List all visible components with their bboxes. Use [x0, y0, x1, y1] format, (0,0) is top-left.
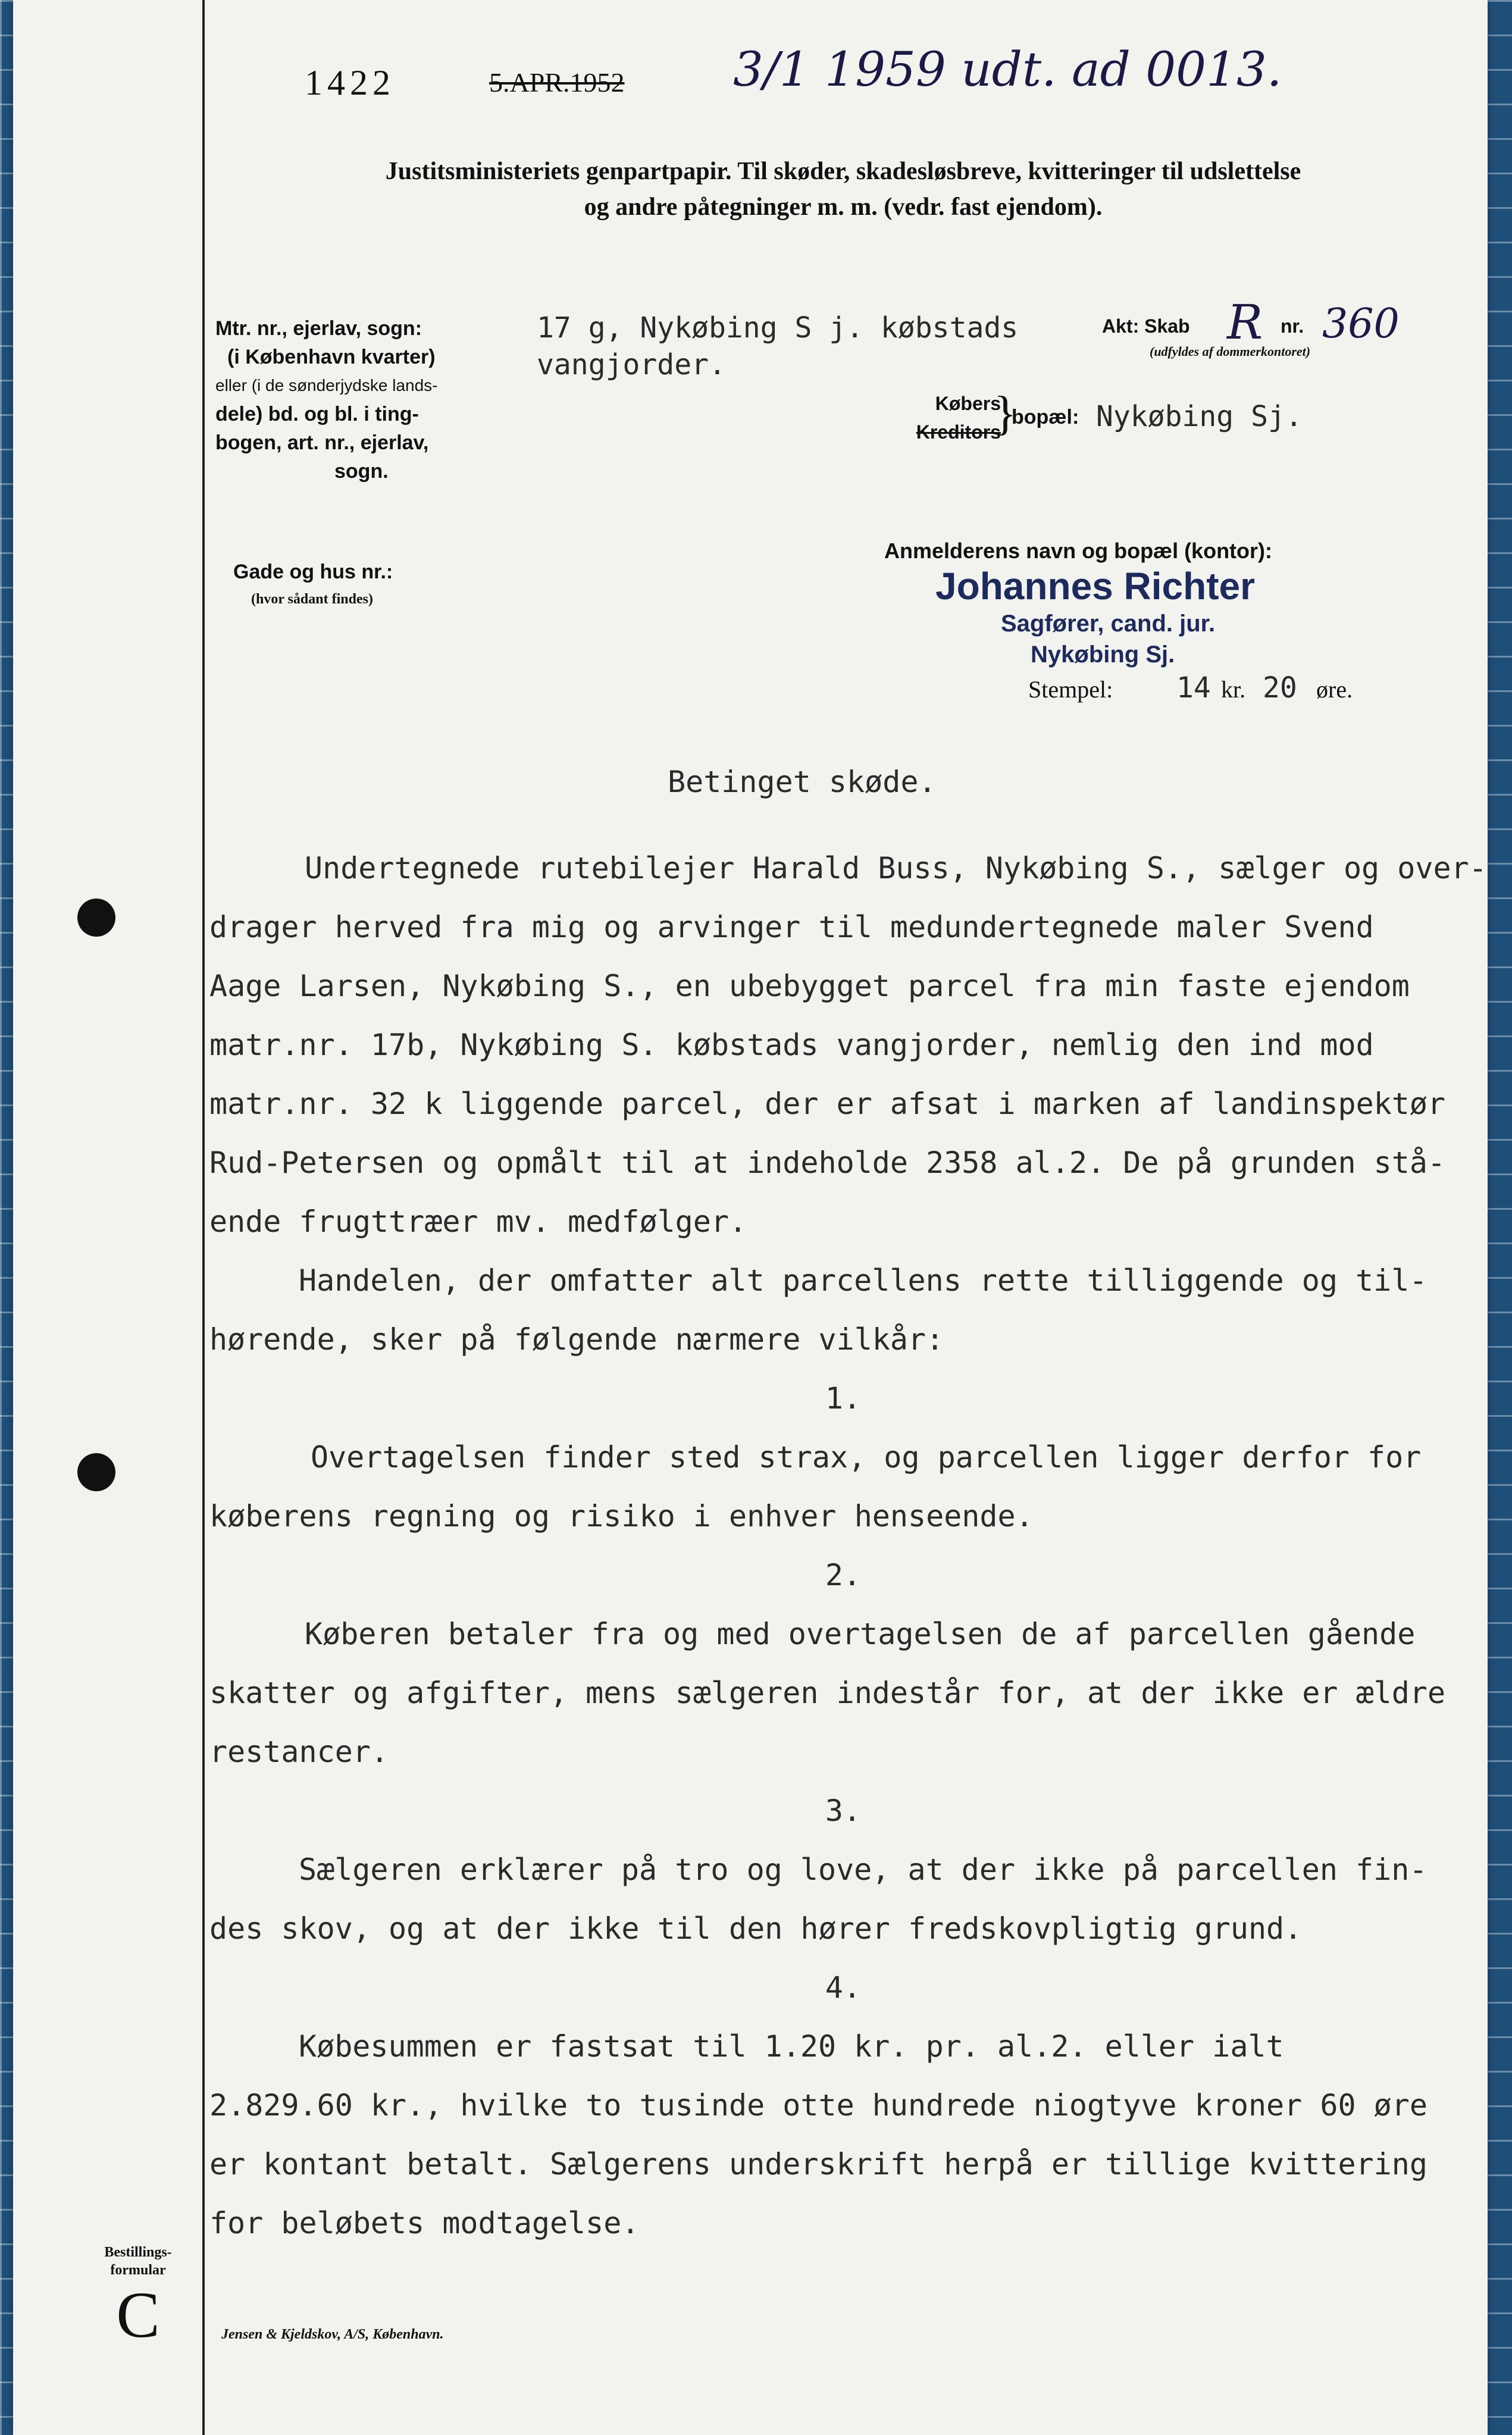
- body-line: Købesummen er fastsat til 1.20 kr. pr. al.2. eller ialt: [299, 2029, 1284, 2064]
- mtr-value-line: vangjorder.: [537, 348, 726, 381]
- formular-line: formular: [110, 2262, 166, 2278]
- clause-number: 2.: [825, 1558, 862, 1592]
- bestillings-label: [84, 2243, 192, 2279]
- akt-nr-label: nr.: [1281, 315, 1304, 337]
- bopael-value: Nykøbing Sj.: [1096, 400, 1303, 433]
- lawyer-stamp-place: Nykøbing Sj.: [1031, 641, 1175, 668]
- mtr-value: [537, 309, 1018, 383]
- body-line: for beløbets modtagelse.: [209, 2206, 640, 2240]
- archive-number: 1422: [305, 63, 395, 102]
- body-line: des skov, og at der ikke til den hører fredskovpligtig grund.: [209, 1911, 1303, 1946]
- form-title: [209, 154, 1477, 225]
- body-line: matr.nr. 32 k liggende parcel, der er afsat i marken af landinspektør: [209, 1087, 1446, 1121]
- form-letter: C: [116, 2278, 160, 2351]
- body-line: Køberen betaler fra og med overtagelsen de af parcellen gående: [305, 1617, 1416, 1651]
- mtr-label-line: Mtr. nr., ejerlav, sogn:: [215, 317, 422, 340]
- akt-nr-value: 360: [1322, 301, 1400, 348]
- body-line: restancer.: [209, 1735, 389, 1769]
- body-line: 2.829.60 kr., hvilke to tusinde otte hundrede niogtyve kroner 60 øre: [209, 2088, 1428, 2123]
- document-page: [13, 0, 1488, 2435]
- body-line: er kontant betalt. Sælgerens underskrift herpå er tillige kvittering: [209, 2147, 1428, 2182]
- body-line: Sælgeren erklærer på tro og love, at der ikke på parcellen fin-: [299, 1852, 1428, 1887]
- stempel-ore-value: 20: [1263, 671, 1297, 705]
- handwritten-note: 3/1 1959 udt. ad 0013.: [733, 42, 1282, 97]
- lawyer-stamp-title: Sagfører, cand. jur.: [1001, 611, 1216, 637]
- mtr-label: [215, 314, 525, 486]
- kr-label: kr.: [1221, 676, 1246, 703]
- akt-skab-value: R: [1227, 295, 1263, 350]
- kobers-label: Købers: [935, 393, 1001, 414]
- clause-number: 4.: [825, 1970, 862, 2005]
- body-line: skatter og afgifter, mens sælgeren indestår for, at der ikke er ældre: [209, 1676, 1446, 1710]
- body-line: Overtagelsen finder sted strax, og parcellen ligger derfor for: [311, 1440, 1422, 1475]
- lawyer-stamp-name: Johannes Richter: [935, 565, 1256, 608]
- clause-number: 3.: [825, 1794, 862, 1828]
- mtr-label-line: dele) bd. og bl. i ting-: [215, 403, 419, 425]
- punch-hole-bottom: [77, 1453, 115, 1491]
- ore-label: øre.: [1316, 676, 1353, 703]
- body-line: køberens regning og risiko i enhver henseende.: [209, 1499, 1034, 1533]
- gade-label: Gade og hus nr.:: [233, 561, 393, 583]
- received-date-stamp: 5.APR.1952: [489, 67, 625, 98]
- kreditors-label: Kreditors: [916, 421, 1001, 443]
- document-title: Betinget skøde.: [668, 765, 937, 799]
- mtr-value-line: 17 g, Nykøbing S j. købstads: [537, 311, 1019, 345]
- mtr-label-line: bogen, art. nr., ejerlav,: [215, 431, 429, 454]
- brace: }: [994, 387, 1017, 440]
- form-title-line-2: og andre påtegninger m. m. (vedr. fast ejendom).: [584, 193, 1103, 221]
- akt-label: Akt: Skab: [1102, 315, 1190, 337]
- mtr-label-line: (i København kvarter): [227, 346, 436, 368]
- kobers-kreditors: [882, 389, 1001, 446]
- printer-imprint: Jensen & Kjeldskov, A/S, København.: [221, 2327, 444, 2342]
- body-line: Undertegnede rutebilejer Harald Buss, Nykøbing S., sælger og over-: [305, 851, 1487, 885]
- gade-note: (hvor sådant findes): [251, 591, 373, 607]
- clause-number: 1.: [825, 1381, 862, 1416]
- stempel-label: Stempel:: [1028, 676, 1113, 703]
- body-line: hørende, sker på følgende nærmere vilkår:: [209, 1322, 944, 1357]
- body-line: ende frugttræer mv. medfølger.: [209, 1204, 747, 1239]
- bopael-label: bopæl:: [1012, 406, 1079, 428]
- akt-note: (udfyldes af dommerkontoret): [1150, 344, 1311, 359]
- margin-rule: [202, 0, 205, 2435]
- body-line: drager herved fra mig og arvinger til medundertegnede maler Svend: [209, 910, 1374, 944]
- anmelder-label: Anmelderens navn og bopæl (kontor):: [884, 539, 1273, 563]
- punch-hole-top: [77, 899, 115, 937]
- body-line: Rud-Petersen og opmålt til at indeholde 2358 al.2. De på grunden stå-: [209, 1145, 1446, 1180]
- stempel-kr-value: 14: [1176, 671, 1211, 705]
- mtr-label-line: eller (i de sønderjydske lands-: [215, 376, 438, 395]
- form-title-line-1: Justitsministeriets genpartpapir. Til skøder, skadesløsbreve, kvitteringer til udslettelse: [385, 158, 1301, 185]
- body-line: matr.nr. 17b, Nykøbing S. købstads vangjorder, nemlig den ind mod: [209, 1028, 1374, 1062]
- mtr-label-line: sogn.: [334, 460, 389, 483]
- bestillings-line: Bestillings-: [104, 2245, 172, 2260]
- body-line: Handelen, der omfatter alt parcellens rette tilliggende og til-: [299, 1263, 1428, 1298]
- body-line: Aage Larsen, Nykøbing S., en ubebygget parcel fra min faste ejendom: [209, 969, 1410, 1003]
